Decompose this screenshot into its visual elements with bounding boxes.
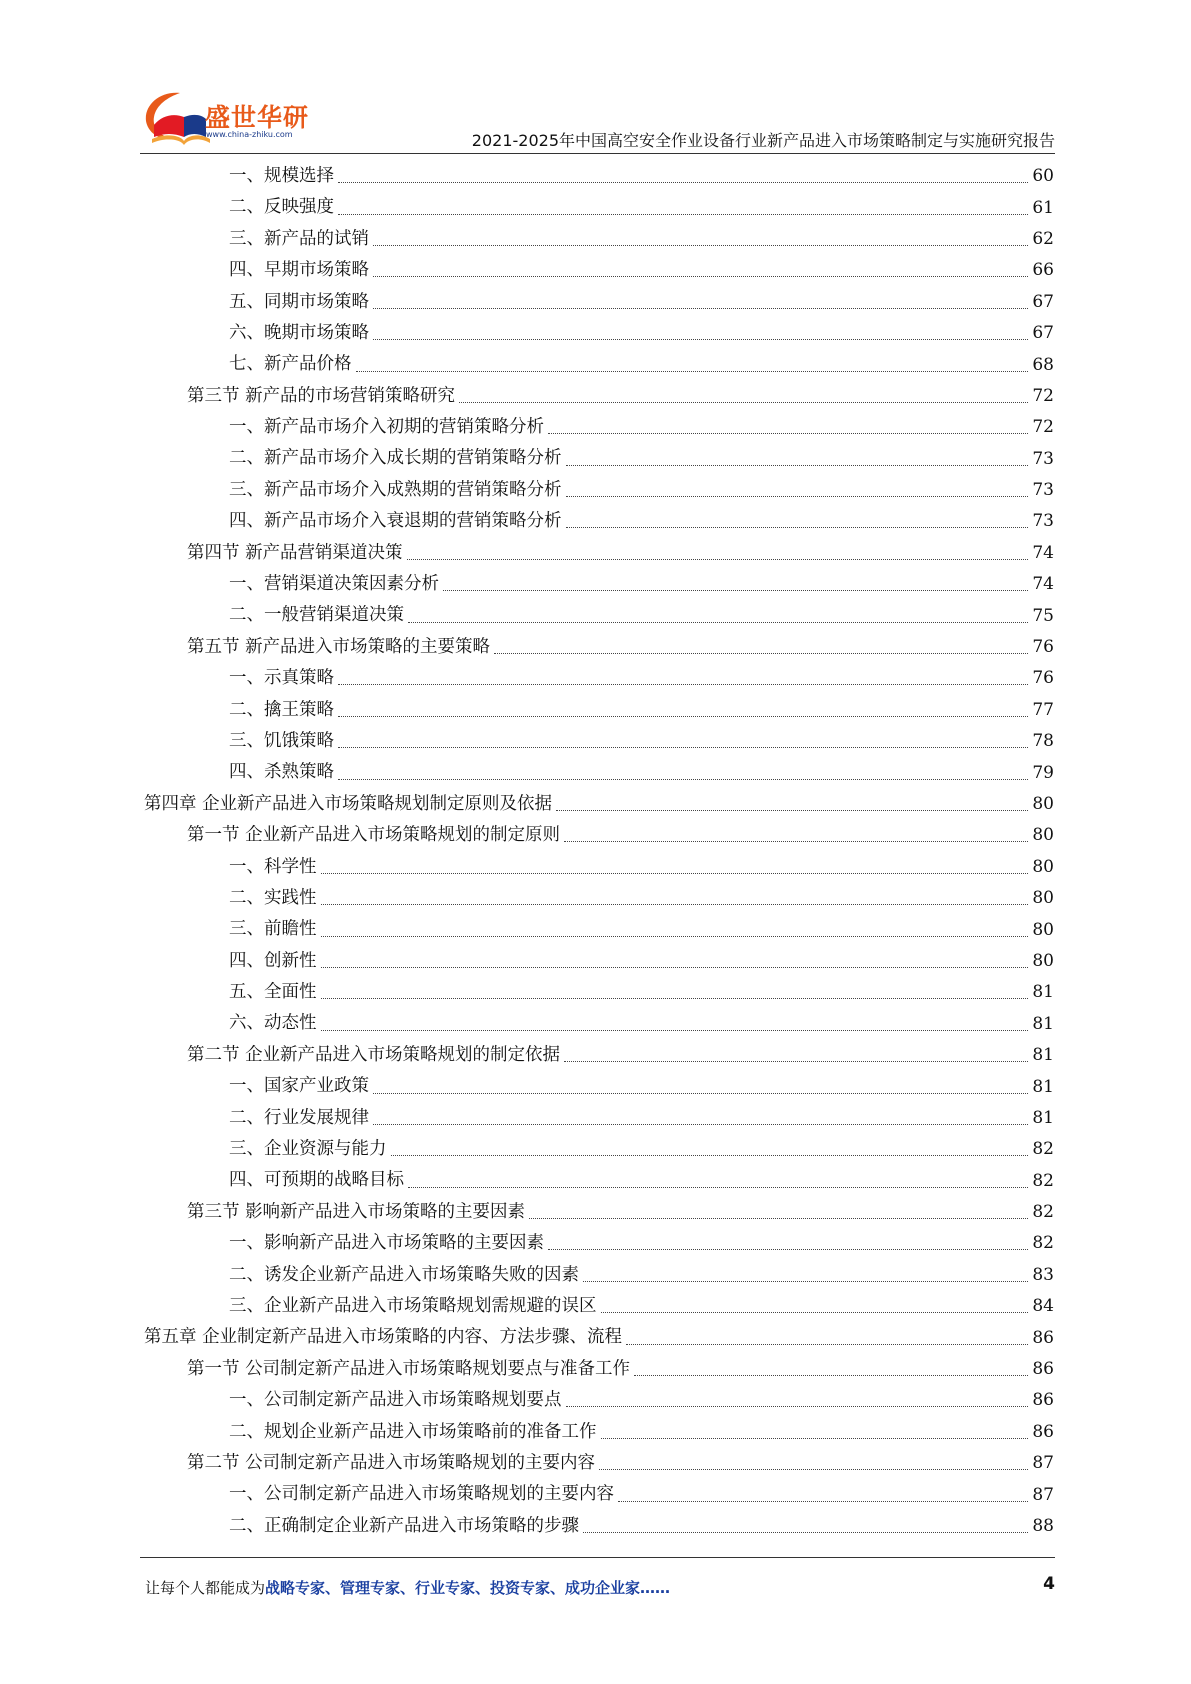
toc-dot-leader [566,465,1029,466]
toc-entry-label: 一、科学性 [229,856,317,877]
toc-entry[interactable] [144,1166,1054,1197]
toc-entry-label: 五、全面性 [229,982,317,1003]
toc-entry-label: 六、动态性 [229,1013,317,1034]
toc-entry-label: 四、可预期的战略目标 [229,1170,404,1191]
toc-entry[interactable] [144,318,1054,349]
toc-entry-page: 76 [1032,637,1054,658]
toc-entry[interactable] [144,914,1054,945]
toc-dot-leader [408,622,1028,623]
toc-entry[interactable] [144,1385,1054,1416]
toc-entry[interactable] [144,1291,1054,1322]
toc-entry[interactable] [144,255,1054,286]
toc-entry-label: 二、诱发企业新产品进入市场策略失败的因素 [229,1264,579,1285]
toc-dot-leader [338,716,1028,717]
toc-entry-label: 第二节 公司制定新产品进入市场策略规划的主要内容 [187,1452,596,1473]
logo-text: 盛世华研 [205,103,310,132]
toc-entry-page: 80 [1032,888,1054,909]
toc-entry-page: 81 [1032,1013,1054,1034]
toc-entry[interactable] [144,820,1054,851]
toc-entry[interactable] [144,1260,1054,1291]
toc-entry-label: 七、新产品价格 [229,354,352,375]
toc-entry-label: 二、实践性 [229,887,317,908]
toc-dot-leader [338,747,1028,748]
toc-entry-page: 72 [1032,385,1054,406]
toc-dot-leader [373,1124,1028,1125]
toc-dot-leader [626,1344,1028,1345]
toc-entry-page: 75 [1032,605,1054,626]
toc-entry-label: 四、早期市场策略 [229,260,369,281]
toc-dot-leader [338,214,1028,215]
toc-entry[interactable] [144,1417,1054,1448]
toc-dot-leader [583,1281,1028,1282]
toc-entry-page: 82 [1032,1139,1054,1160]
toc-dot-leader [564,841,1028,842]
toc-entry-page: 86 [1032,1390,1054,1411]
toc-entry-page: 80 [1032,794,1054,814]
toc-entry-page: 81 [1032,982,1054,1003]
toc-entry-label: 二、行业发展规律 [229,1107,369,1128]
toc-entry[interactable] [144,852,1054,883]
toc-dot-leader [583,1532,1028,1533]
toc-entry-label: 一、国家产业政策 [229,1076,369,1097]
toc-entry[interactable] [144,1071,1054,1102]
toc-entry-page: 76 [1032,668,1054,689]
toc-entry[interactable] [144,663,1054,694]
toc-dot-leader [634,1375,1028,1376]
toc-entry-page: 81 [1032,1076,1054,1097]
table-of-contents [144,161,1054,1542]
toc-dot-leader [321,904,1029,905]
toc-dot-leader [566,1406,1029,1407]
toc-entry-label: 二、一般营销渠道决策 [229,605,404,626]
toc-entry[interactable] [144,1448,1054,1479]
toc-dot-leader [373,276,1028,277]
toc-dot-leader [338,779,1028,780]
toc-dot-leader [443,590,1028,591]
toc-entry-label: 一、公司制定新产品进入市场策略规划要点 [229,1390,562,1411]
toc-entry-label: 第五节 新产品进入市场策略的主要策略 [187,636,491,657]
toc-entry[interactable] [144,224,1054,255]
toc-dot-leader [601,1312,1029,1313]
toc-entry[interactable] [144,349,1054,380]
toc-entry-page: 73 [1032,480,1054,501]
toc-entry-page: 62 [1032,228,1054,249]
toc-entry-page: 81 [1032,1107,1054,1128]
toc-entry-page: 80 [1032,950,1054,971]
toc-entry-page: 88 [1032,1515,1054,1536]
toc-entry-label: 第一节 公司制定新产品进入市场策略规划要点与准备工作 [187,1358,631,1379]
toc-entry[interactable] [144,726,1054,757]
toc-entry-page: 80 [1032,919,1054,940]
toc-entry-label: 一、示真策略 [229,668,334,689]
toc-entry[interactable] [144,412,1054,443]
toc-dot-leader [548,433,1028,434]
toc-entry-label: 二、规划企业新产品进入市场策略前的准备工作 [229,1421,597,1442]
toc-dot-leader [373,339,1028,340]
toc-entry[interactable] [144,1479,1054,1510]
toc-entry-page: 79 [1032,762,1054,783]
toc-entry-page: 74 [1032,542,1054,563]
toc-entry-page: 73 [1032,511,1054,532]
toc-entry-page: 60 [1032,166,1054,187]
toc-entry-label: 三、企业新产品进入市场策略规划需规避的误区 [229,1296,597,1316]
toc-entry-page: 66 [1032,260,1054,281]
report-title: 2021-2025年中国高空安全作业设备行业新产品进入市场策略制定与实施研究报告 [471,131,1055,150]
toc-dot-leader [373,308,1028,309]
toc-entry-page: 67 [1032,323,1054,344]
toc-entry-page: 84 [1032,1296,1054,1317]
toc-entry[interactable] [144,569,1054,600]
toc-entry-label: 二、新产品市场介入成长期的营销策略分析 [229,448,562,469]
toc-dot-leader [338,182,1028,183]
toc-entry-page: 73 [1032,448,1054,469]
toc-entry-label: 一、影响新产品进入市场策略的主要因素 [229,1233,544,1254]
toc-dot-leader [373,245,1028,246]
slogan-emphasis: 战略专家、管理专家、行业专家、投资专家、成功企业家…… [265,1579,671,1597]
toc-entry-label: 四、创新性 [229,950,317,971]
toc-entry-label: 一、新产品市场介入初期的营销策略分析 [229,417,544,438]
toc-entry-label: 二、反映强度 [229,197,334,218]
toc-entry[interactable] [144,538,1054,569]
toc-entry-page: 80 [1032,856,1054,877]
toc-entry-page: 80 [1032,825,1054,846]
toc-entry-page: 87 [1032,1484,1054,1505]
toc-dot-leader [548,1249,1028,1250]
toc-entry-label: 六、晚期市场策略 [229,322,369,343]
page-number: 4 [1043,1574,1055,1594]
toc-entry-label: 四、杀熟策略 [229,762,334,783]
toc-entry[interactable] [144,287,1054,318]
toc-entry[interactable] [144,381,1054,412]
toc-dot-leader [321,967,1029,968]
toc-entry-label: 三、新产品的试销 [229,228,369,249]
toc-entry[interactable] [144,1354,1054,1385]
toc-entry[interactable] [144,789,1054,820]
toc-entry-page: 72 [1032,417,1054,438]
toc-entry-page: 68 [1032,354,1054,375]
toc-entry-label: 第三节 新产品的市场营销策略研究 [187,385,456,406]
toc-entry-page: 74 [1032,574,1054,595]
toc-entry[interactable] [144,946,1054,977]
toc-entry-page: 86 [1032,1359,1054,1380]
toc-dot-leader [356,371,1029,372]
toc-entry-page: 86 [1032,1327,1054,1348]
footer-slogan [145,1577,670,1598]
toc-dot-leader [556,810,1028,811]
toc-entry-label: 第四章 企业新产品进入市场策略规划制定原则及依据 [144,793,553,814]
toc-entry-label: 四、新产品市场介入衰退期的营销策略分析 [229,511,562,532]
toc-entry-page: 83 [1032,1264,1054,1285]
toc-entry-page: 82 [1032,1202,1054,1223]
toc-entry[interactable] [144,1322,1054,1353]
toc-entry-label: 五、同期市场策略 [229,291,369,312]
page-header [0,0,1191,155]
toc-entry[interactable] [144,506,1054,537]
toc-entry[interactable] [144,1103,1054,1134]
toc-entry[interactable] [144,883,1054,914]
toc-dot-leader [408,1187,1028,1188]
toc-entry[interactable] [144,632,1054,663]
toc-dot-leader [566,496,1029,497]
toc-entry[interactable] [144,475,1054,506]
toc-entry-page: 81 [1032,1045,1054,1066]
header-divider [140,153,1055,154]
toc-entry-page: 86 [1032,1421,1054,1442]
toc-entry-label: 第三节 影响新产品进入市场策略的主要因素 [187,1201,526,1222]
toc-dot-leader [564,1061,1028,1062]
toc-entry-label: 三、饥饿策略 [229,730,334,751]
toc-dot-leader [618,1501,1028,1502]
toc-entry-page: 77 [1032,699,1054,720]
toc-entry[interactable] [144,977,1054,1008]
toc-entry-label: 三、新产品市场介入成熟期的营销策略分析 [229,479,562,500]
toc-entry-label: 第五章 企业制定新产品进入市场策略的内容、方法步骤、流程 [144,1327,623,1348]
logo-url: www.china-zhiku.com [206,130,293,139]
toc-entry[interactable] [144,695,1054,726]
toc-entry[interactable] [144,1197,1054,1228]
toc-dot-leader [321,873,1029,874]
toc-entry-page: 61 [1032,197,1054,218]
toc-entry[interactable] [144,161,1054,192]
toc-entry[interactable] [144,1040,1054,1071]
toc-dot-leader [599,1469,1028,1470]
toc-dot-leader [459,402,1028,403]
toc-entry-label: 二、擒王策略 [229,699,334,720]
toc-entry-page: 87 [1032,1453,1054,1474]
toc-entry[interactable] [144,192,1054,223]
toc-dot-leader [373,1093,1028,1094]
toc-dot-leader [391,1155,1029,1156]
toc-entry-label: 一、公司制定新产品进入市场策略规划的主要内容 [229,1484,614,1505]
toc-entry-label: 一、营销渠道决策因素分析 [229,574,439,595]
toc-dot-leader [321,998,1029,999]
toc-dot-leader [407,559,1029,560]
toc-entry-page: 67 [1032,291,1054,312]
toc-entry[interactable] [144,1228,1054,1259]
toc-entry-label: 二、正确制定企业新产品进入市场策略的步骤 [229,1515,579,1536]
toc-entry-label: 第四节 新产品营销渠道决策 [187,542,403,563]
toc-entry-label: 三、企业资源与能力 [229,1139,387,1160]
footer-divider [140,1557,1055,1558]
toc-entry[interactable] [144,600,1054,631]
toc-entry[interactable] [144,1009,1054,1040]
slogan-lead: 让每个人都能成为 [145,1579,266,1597]
toc-entry-label: 一、规模选择 [229,165,334,186]
toc-dot-leader [494,653,1028,654]
toc-entry[interactable] [144,444,1054,475]
toc-entry-page: 82 [1032,1233,1054,1254]
toc-dot-leader [529,1218,1028,1219]
toc-entry[interactable] [144,1511,1054,1542]
toc-entry-label: 第二节 企业新产品进入市场策略规划的制定依据 [187,1044,561,1065]
toc-dot-leader [321,1030,1029,1031]
toc-dot-leader [338,684,1028,685]
toc-entry-page: 78 [1032,731,1054,752]
toc-dot-leader [321,936,1029,937]
toc-entry-page: 82 [1032,1170,1054,1191]
toc-entry[interactable] [144,757,1054,788]
toc-dot-leader [566,527,1029,528]
toc-dot-leader [601,1438,1029,1439]
toc-entry-label: 三、前瞻性 [229,919,317,940]
toc-entry[interactable] [144,1134,1054,1165]
toc-entry-label: 第一节 企业新产品进入市场策略规划的制定原则 [187,825,561,846]
